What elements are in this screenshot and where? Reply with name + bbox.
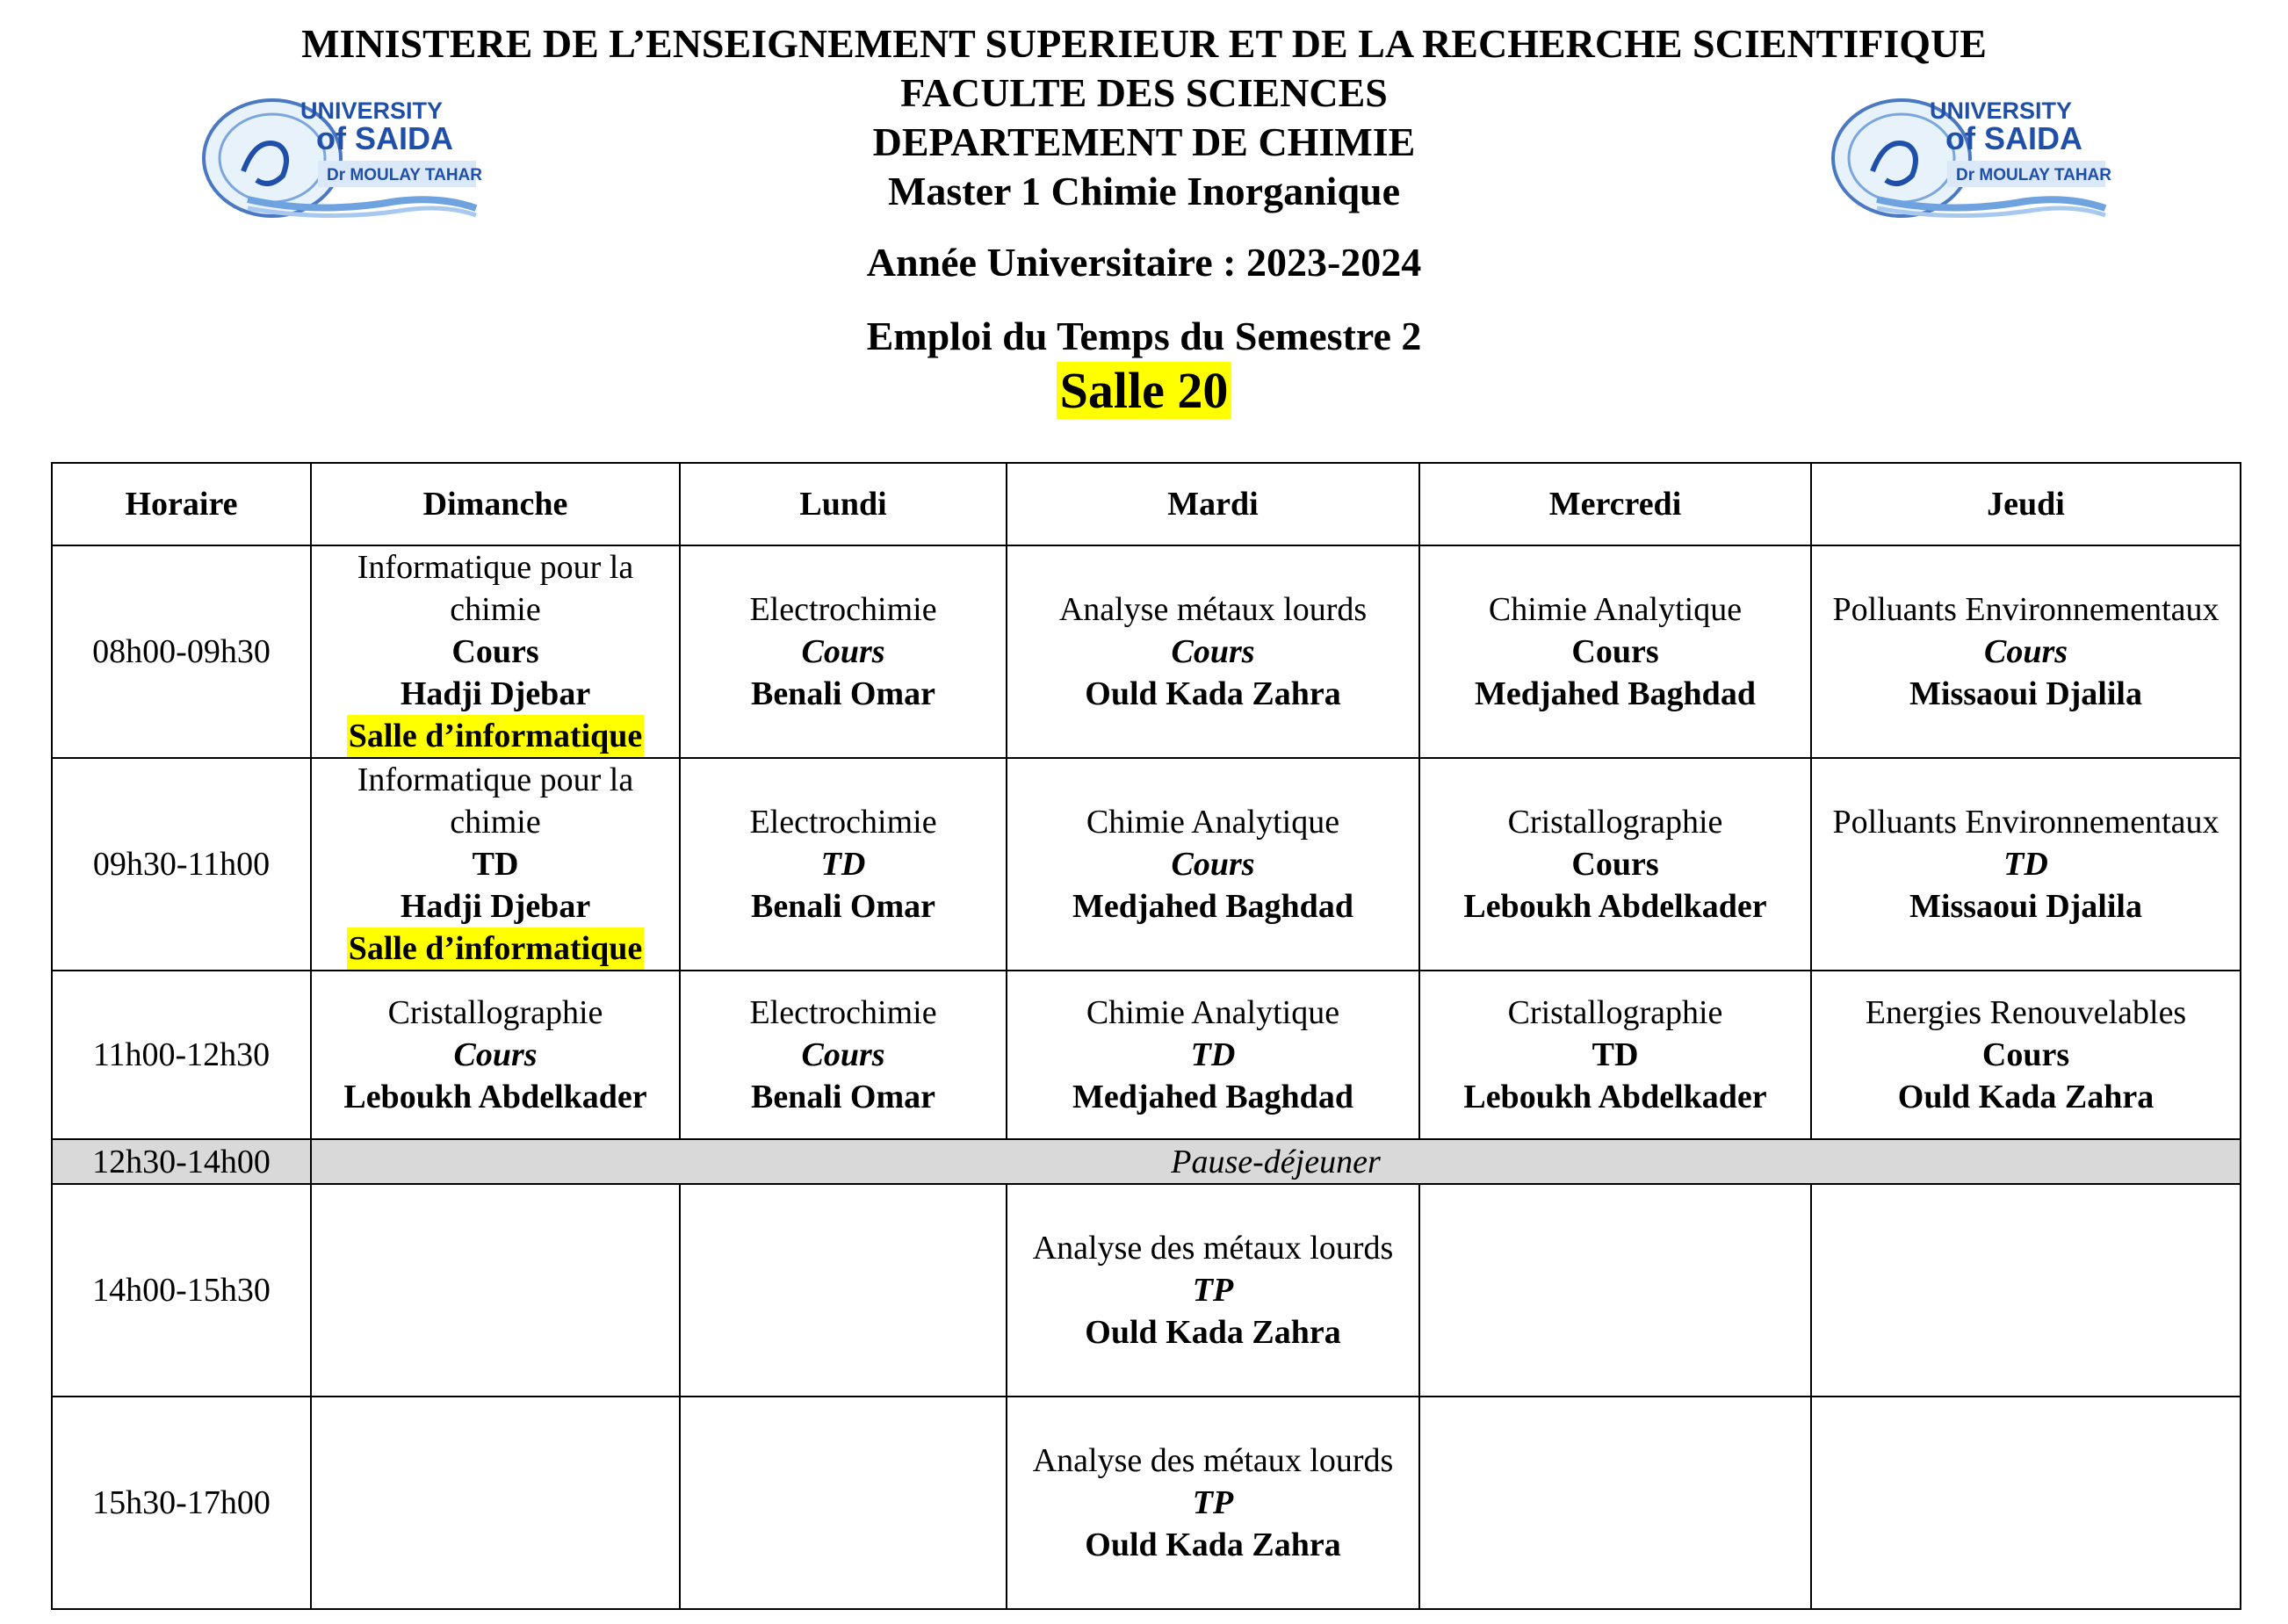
subject: Analyse des métaux lourds bbox=[1032, 1442, 1394, 1479]
faculty-title: FACULTE DES SCIENCES bbox=[900, 70, 1388, 115]
logo-line3: Dr MOULAY TAHAR bbox=[327, 166, 482, 184]
course-cell bbox=[311, 971, 680, 1139]
course-cell bbox=[680, 758, 1007, 971]
subject: Informatique pour la chimie bbox=[357, 761, 634, 841]
pause-label: Pause-déjeuner bbox=[311, 1139, 2241, 1184]
teacher: Benali Omar bbox=[750, 888, 936, 925]
session-type: Cours bbox=[801, 633, 885, 670]
session-type: Cours bbox=[1571, 846, 1659, 883]
course-cell bbox=[311, 758, 680, 971]
teacher: Leboukh Abdelkader bbox=[1463, 1079, 1767, 1115]
header-dimanche: Dimanche bbox=[311, 463, 680, 545]
teacher: Medjahed Baghdad bbox=[1475, 675, 1756, 712]
session-type: Cours bbox=[1171, 633, 1255, 670]
session-type: TP bbox=[1192, 1484, 1234, 1521]
time-slot: 12h30-14h00 bbox=[52, 1139, 311, 1184]
session-type: Cours bbox=[453, 1036, 538, 1073]
session-type: TD bbox=[1591, 1036, 1639, 1073]
teacher: Medjahed Baghdad bbox=[1072, 1079, 1353, 1115]
teacher: Missaoui Djalila bbox=[1909, 675, 2142, 712]
course-cell bbox=[680, 971, 1007, 1139]
pause-row bbox=[52, 1139, 2241, 1184]
teacher: Ould Kada Zahra bbox=[1085, 1314, 1341, 1351]
table-row bbox=[52, 1397, 2241, 1609]
subject: Chimie Analytique bbox=[1488, 591, 1743, 628]
empty-cell bbox=[680, 1184, 1007, 1397]
teacher: Ould Kada Zahra bbox=[1085, 675, 1341, 712]
header-lundi: Lundi bbox=[680, 463, 1007, 545]
teacher: Ould Kada Zahra bbox=[1085, 1527, 1341, 1563]
subject: Informatique pour la chimie bbox=[357, 549, 634, 628]
time-slot: 15h30-17h00 bbox=[52, 1397, 311, 1609]
empty-cell bbox=[1811, 1397, 2241, 1609]
course-cell bbox=[1419, 758, 1811, 971]
session-type: Cours bbox=[451, 633, 539, 670]
teacher: Missaoui Djalila bbox=[1909, 888, 2142, 925]
logo-line2: of SAIDA bbox=[316, 120, 453, 156]
schedule-title: Emploi du Temps du Semestre 2 bbox=[866, 314, 1422, 358]
header-jeudi: Jeudi bbox=[1811, 463, 2241, 545]
subject: Cristallographie bbox=[387, 994, 603, 1031]
teacher: Benali Omar bbox=[750, 675, 936, 712]
logo-line3: Dr MOULAY TAHAR bbox=[1956, 166, 2111, 184]
session-type: Cours bbox=[1981, 1036, 2070, 1073]
empty-cell bbox=[1419, 1397, 1811, 1609]
session-type: TD bbox=[820, 846, 866, 883]
session-type: Cours bbox=[1171, 846, 1255, 883]
course-cell bbox=[1811, 545, 2241, 758]
course-cell bbox=[1007, 1397, 1419, 1609]
department-title: DEPARTEMENT DE CHIMIE bbox=[872, 119, 1416, 164]
course-cell bbox=[311, 545, 680, 758]
teacher: Benali Omar bbox=[750, 1079, 936, 1115]
logo-line1: UNIVERSITY bbox=[300, 97, 444, 124]
academic-year: Année Universitaire : 2023-2024 bbox=[866, 240, 1422, 285]
subject: Electrochimie bbox=[749, 591, 937, 628]
subject: Polluants Environnementaux bbox=[1832, 591, 2219, 628]
session-type: TD bbox=[2003, 846, 2048, 883]
course-cell bbox=[680, 545, 1007, 758]
course-cell bbox=[1811, 758, 2241, 971]
subject: Energies Renouvelables bbox=[1865, 994, 2187, 1031]
session-type: TP bbox=[1192, 1272, 1234, 1309]
session-type: Cours bbox=[1983, 633, 2068, 670]
subject: Analyse des métaux lourds bbox=[1032, 1230, 1394, 1267]
program-title: Master 1 Chimie Inorganique bbox=[887, 169, 1401, 213]
table-row bbox=[52, 1184, 2241, 1397]
empty-cell bbox=[311, 1397, 680, 1609]
table-row bbox=[52, 971, 2241, 1139]
table-header-row bbox=[52, 463, 2241, 545]
course-cell bbox=[1419, 971, 1811, 1139]
subject: Cristallographie bbox=[1507, 994, 1723, 1031]
document-header bbox=[0, 19, 2288, 421]
course-cell bbox=[1811, 971, 2241, 1139]
room-label: Salle 20 bbox=[1057, 362, 1232, 419]
time-slot: 11h00-12h30 bbox=[52, 971, 311, 1139]
header-mardi: Mardi bbox=[1007, 463, 1419, 545]
time-slot: 14h00-15h30 bbox=[52, 1184, 311, 1397]
subject: Electrochimie bbox=[749, 994, 937, 1031]
subject: Electrochimie bbox=[749, 804, 937, 841]
subject: Chimie Analytique bbox=[1086, 994, 1340, 1031]
course-cell bbox=[1007, 758, 1419, 971]
table-row bbox=[52, 758, 2241, 971]
session-type: Cours bbox=[1571, 633, 1659, 670]
course-cell bbox=[1007, 971, 1419, 1139]
teacher: Leboukh Abdelkader bbox=[1463, 888, 1767, 925]
empty-cell bbox=[1419, 1184, 1811, 1397]
timetable bbox=[51, 462, 2241, 1610]
room-highlight: Salle d’informatique bbox=[347, 927, 645, 970]
course-cell bbox=[1007, 545, 1419, 758]
empty-cell bbox=[1811, 1184, 2241, 1397]
time-slot: 08h00-09h30 bbox=[52, 545, 311, 758]
teacher: Leboukh Abdelkader bbox=[343, 1079, 647, 1115]
session-type: TD bbox=[1190, 1036, 1236, 1073]
subject: Chimie Analytique bbox=[1086, 804, 1340, 841]
subject: Analyse métaux lourds bbox=[1058, 591, 1368, 628]
course-cell bbox=[1419, 545, 1811, 758]
header-horaire: Horaire bbox=[52, 463, 311, 545]
logo-line2: of SAIDA bbox=[1945, 120, 2082, 156]
teacher: Hadji Djebar bbox=[400, 888, 591, 925]
teacher: Ould Kada Zahra bbox=[1897, 1079, 2154, 1115]
room-title bbox=[0, 361, 2288, 421]
subject: Polluants Environnementaux bbox=[1832, 804, 2219, 841]
empty-cell bbox=[680, 1397, 1007, 1609]
logo-line1: UNIVERSITY bbox=[1930, 97, 2073, 124]
room-highlight: Salle d’informatique bbox=[347, 715, 645, 757]
time-slot: 09h30-11h00 bbox=[52, 758, 311, 971]
session-type: TD bbox=[472, 846, 519, 883]
subject: Cristallographie bbox=[1507, 804, 1723, 841]
table-row bbox=[52, 545, 2241, 758]
course-cell bbox=[1007, 1184, 1419, 1397]
ministry-title: MINISTERE DE L’ENSEIGNEMENT SUPERIEUR ET DE LA RECHERCHE SCIENTIFIQUE bbox=[301, 21, 1987, 66]
teacher: Medjahed Baghdad bbox=[1072, 888, 1353, 925]
empty-cell bbox=[311, 1184, 680, 1397]
session-type: Cours bbox=[801, 1036, 885, 1073]
header-mercredi: Mercredi bbox=[1419, 463, 1811, 545]
teacher: Hadji Djebar bbox=[400, 675, 591, 712]
